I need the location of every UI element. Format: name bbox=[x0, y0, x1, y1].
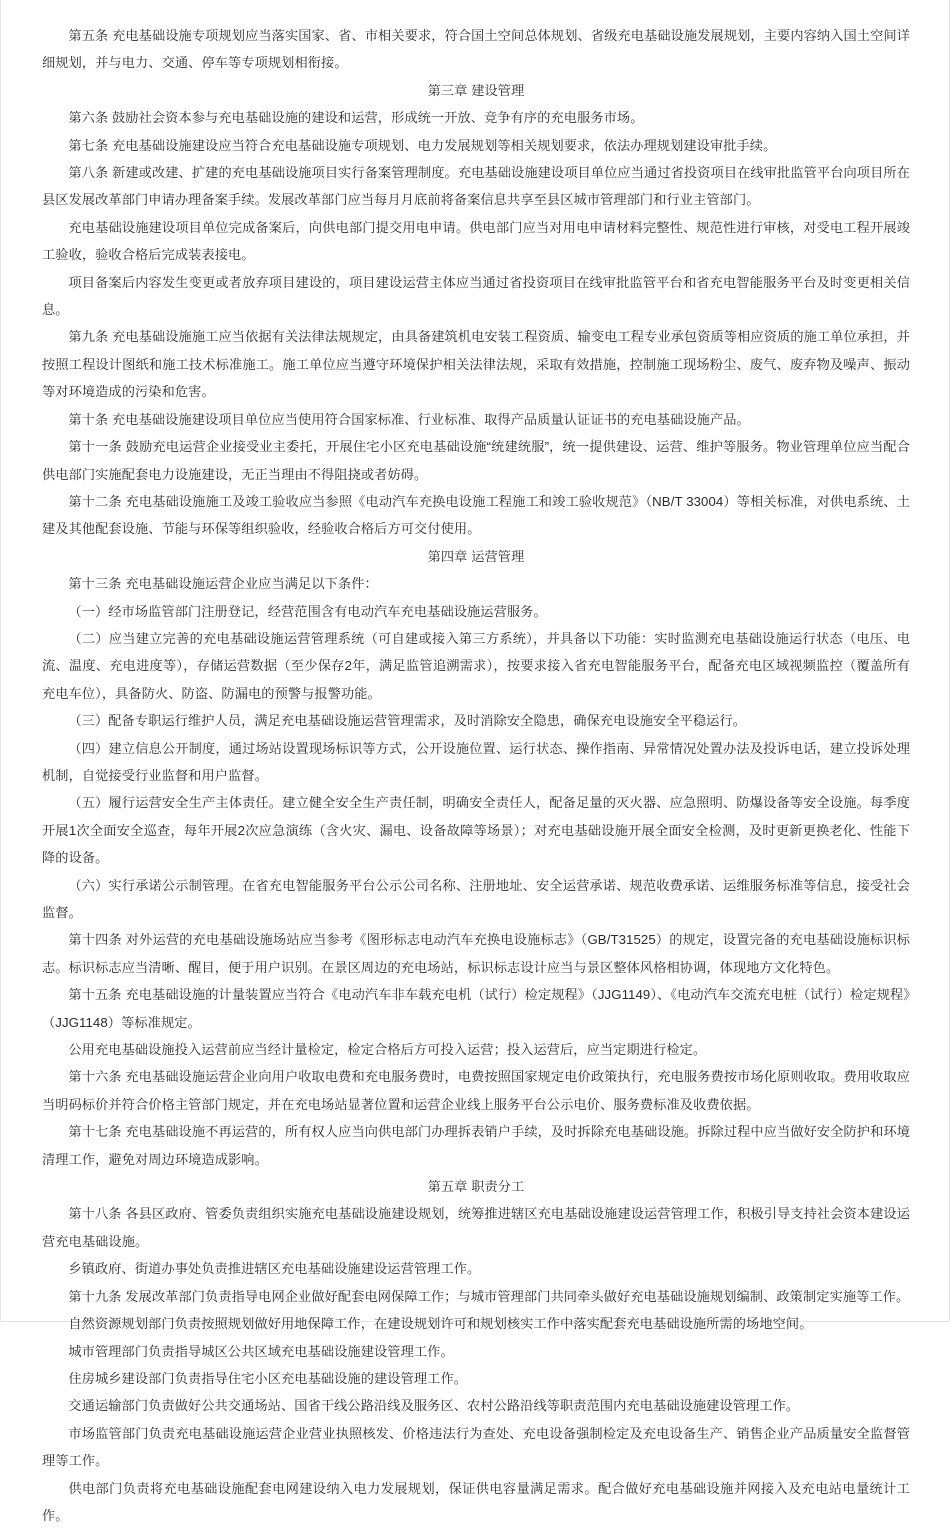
paragraph: 第十条 充电基础设施建设项目单位应当使用符合国家标准、行业标准、取得产品质量认证证书的充电基础设施产品。 bbox=[68, 411, 750, 427]
paragraph: 第十二条 充电基础设施施工及竣工验收应当参照《电动汽车充换电设施工程施工和竣工验收规范》（NB/T 33004）等相关标准，对供电系统、土建及其他配套设施、节能与环保等组织验收，经验收合格后方可交付使用。 bbox=[42, 493, 910, 537]
paragraph: 交通运输部门负责做好公共交通场站、国省干线公路沿线及服务区、农村公路沿线等职责范围内充电基础设施建设管理工作。 bbox=[68, 1398, 800, 1414]
paragraph: （五）履行运营安全生产主体责任。建立健全安全生产责任制，明确安全责任人，配备足量的灭火器、应急照明、防爆设备等安全设施。每季度开展1次全面安全巡查，每年开展2次应急演练（含火灾、漏电、设备故障等场景）；对充电基础设施开展全面安全检测，及时更新更换老化、性能下降的设备。 bbox=[42, 795, 910, 866]
paragraph: （六）实行承诺公示制管理。在省充电智能服务平台公示公司名称、注册地址、安全运营承诺、规范收费承诺、运维服务标准等信息，接受社会监督。 bbox=[42, 877, 910, 920]
paragraph: 第五条 充电基础设施专项规划应当落实国家、省、市相关要求，符合国土空间总体规划、省级充电基础设施发展规划，主要内容纳入国土空间详细规划，并与电力、交通、停车等专项规划相衔接。 bbox=[42, 28, 910, 71]
chapter-heading: 第四章 运营管理 bbox=[427, 548, 525, 564]
paragraph: （三）配备专职运行维护人员，满足充电基础设施运营管理需求，及时消除安全隐患，确保充电设施安全平稳运行。 bbox=[68, 713, 747, 729]
paragraph: 住房城乡建设部门负责指导住宅小区充电基础设施的建设管理工作。 bbox=[68, 1370, 468, 1386]
page-left-edge bbox=[0, 0, 1, 1322]
document-body bbox=[42, 22, 910, 1529]
paragraph: （一）经市场监管部门注册登记，经营范围含有电动汽车充电基础设施运营服务。 bbox=[68, 603, 547, 619]
paragraph: 第十一条 鼓励充电运营企业接受业主委托，开展住宅小区充电基础设施“统建统服”，统一提供建设、运营、维护等服务。物业管理单位应当配合供电部门实施配套电力设施建设，无正当理由不得阻挠或者妨碍。 bbox=[42, 439, 910, 482]
paragraph: 充电基础设施建设项目单位完成备案后，向供电部门提交用电申请。供电部门应当对用电申请材料完整性、规范性进行审核，对受电工程开展竣工验收，验收合格后完成装表接电。 bbox=[42, 219, 910, 263]
paragraph: 第十五条 充电基础设施的计量装置应当符合《电动汽车非车载充电机（试行）检定规程》（JJG1149）、《电动汽车交流充电桩（试行）检定规程》（JJG1148）等标准规定。 bbox=[42, 987, 910, 1030]
paragraph: 公用充电基础设施投入运营前应当经计量检定，检定合格后方可投入运营；投入运营后，应当定期进行检定。 bbox=[68, 1042, 707, 1058]
paragraph: 项目备案后内容发生变更或者放弃项目建设的，项目建设运营主体应当通过省投资项目在线审批监管平台和省充电智能服务平台及时变更相关信息。 bbox=[42, 274, 910, 318]
paragraph: 第十八条 各县区政府、管委负责组织实施充电基础设施建设规划，统筹推进辖区充电基础设施建设运营管理工作，积极引导支持社会资本建设运营充电基础设施。 bbox=[42, 1206, 910, 1249]
chapter-heading: 第五章 职责分工 bbox=[427, 1179, 525, 1195]
paragraph: 第六条 鼓励社会资本参与充电基础设施的建设和运营，形成统一开放、竞争有序的充电服务市场。 bbox=[68, 110, 644, 126]
paragraph: 乡镇政府、街道办事处负责推进辖区充电基础设施建设运营管理工作。 bbox=[68, 1261, 481, 1277]
paragraph: 第八条 新建或改建、扩建的充电基础设施项目实行备案管理制度。充电基础设施建设项目单位应当通过省投资项目在线审批监管平台向项目所在县区发展改革部门申请办理备案手续。发展改革部门应当每月月底前将备案信息共享至县区城市管理部门和行业主管部门。 bbox=[42, 165, 910, 208]
paragraph: 市场监管部门负责充电基础设施运营企业营业执照核发、价格违法行为查处、充电设备强制检定及充电设备生产、销售企业产品质量安全监督管理等工作。 bbox=[42, 1425, 910, 1469]
paragraph: 城市管理部门负责指导城区公共区域充电基础设施建设管理工作。 bbox=[68, 1343, 454, 1359]
paragraph: 第七条 充电基础设施建设应当符合充电基础设施专项规划、电力发展规划等相关规划要求，依法办理规划建设审批手续。 bbox=[68, 137, 777, 153]
paragraph: 第十三条 充电基础设施运营企业应当满足以下条件： bbox=[68, 576, 378, 592]
paragraph: 第九条 充电基础设施施工应当依据有关法律法规规定，由具备建筑机电安装工程资质、输变电工程专业承包资质等相应资质的施工单位承担，并按照工程设计图纸和施工技术标准施工。施工单位应当遵守环境保护相关法律法规，采取有效措施，控制施工现场粉尘、废气、废弃物及噪声、振动等对环境造成的污染和危害。 bbox=[42, 329, 910, 400]
paragraph: （二）应当建立完善的充电基础设施运营管理系统（可自建或接入第三方系统），并具备以下功能：实时监测充电基础设施运行状态（电压、电流、温度、充电进度等），存储运营数据（至少保存2年，满足监管追溯需求），按要求接入省充电智能服务平台，配备充电区域视频监控（覆盖所有充电车位），具备防火、防盗、防漏电的预警与报警功能。 bbox=[42, 630, 910, 701]
paragraph: 第十四条 对外运营的充电基础设施场站应当参考《图形标志电动汽车充换电设施标志》（GB/T31525）的规定，设置完备的充电基础设施标识标志。标识标志应当清晰、醒目，便于用户识别。在景区周边的充电场站，标识标志设计应当与景区整体风格相协调，体现地方文化特色。 bbox=[42, 932, 910, 975]
chapter-heading: 第三章 建设管理 bbox=[427, 82, 525, 98]
paragraph: 第十六条 充电基础设施运营企业向用户收取电费和充电服务费时，电费按照国家规定电价政策执行，充电服务费按市场化原则收取。费用收取应当明码标价并符合价格主管部门规定，并在充电场站显著位置和运营企业线上服务平台公示电价、服务费标准及收费依据。 bbox=[42, 1069, 910, 1112]
paragraph: 第十九条 发展改革部门负责指导电网企业做好配套电网保障工作；与城市管理部门共同牵头做好充电基础设施规划编制、政策制定实施等工作。 bbox=[68, 1288, 910, 1304]
paragraph: （四）建立信息公开制度，通过场站设置现场标识等方式，公开设施位置、运行状态、操作指南、异常情况处置办法及投诉电话，建立投诉处理机制，自觉接受行业监督和用户监督。 bbox=[42, 740, 910, 783]
paragraph: 供电部门负责将充电基础设施配套电网建设纳入电力发展规划，保证供电容量满足需求。配合做好充电基础设施并网接入及充电站电量统计工作。 bbox=[42, 1480, 910, 1523]
paragraph: 自然资源规划部门负责按照规划做好用地保障工作，在建设规划许可和规划核实工作中落实配套充电基础设施所需的场地空间。 bbox=[68, 1316, 813, 1332]
paragraph: 第十七条 充电基础设施不再运营的，所有权人应当向供电部门办理拆表销户手续，及时拆除充电基础设施。拆除过程中应当做好安全防护和环境清理工作，避免对周边环境造成影响。 bbox=[42, 1124, 910, 1167]
